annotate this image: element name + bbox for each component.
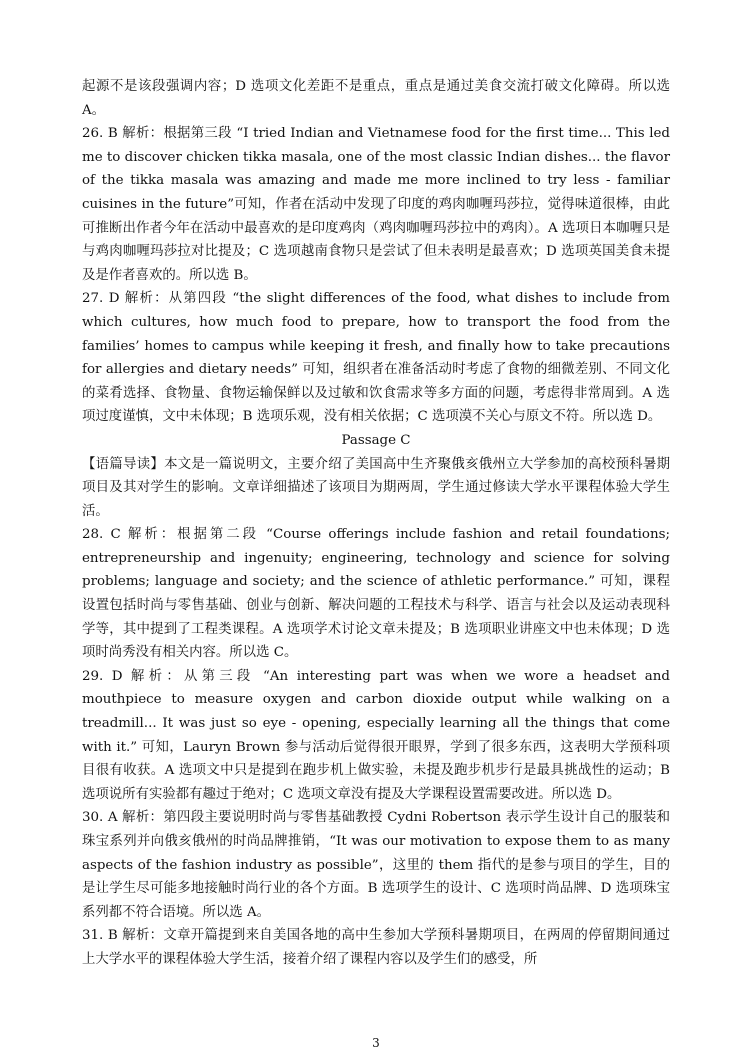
passage-guide: 【语篇导读】本文是一篇说明文，主要介绍了美国高中生齐聚俄亥俄州立大学参加的高校预科暑期项目及其对学生的影响。文章详细描述了该项目为期两周，学生通过修读大学水平课程体验大学生活。 bbox=[82, 456, 670, 519]
answer-31: 31. B 解析：文章开篇提到来自美国各地的高中生参加大学预科暑期项目，在两周的停留期间通过上大学水平的课程体验大学生活，接着介绍了课程内容以及学生们的感受，所 bbox=[82, 928, 670, 967]
passage-c-title: Passage C bbox=[341, 432, 411, 448]
page-number: 3 bbox=[372, 1036, 380, 1050]
answer-27: 27. D 解析：从第四段 “the slight differences of the food, what dishes to include from which cultures, how much food to prepare, how to transport the food from the families’ homes to campus while keeping it fresh, and finally how to take precautions for allergies and dietary needs” 可知，组织者在准备活动时考虑了食物的细微差别、不同文化的菜肴选择、食物量、食物运输保鲜以及过敏和饮食需求等多方面的问题，考虑得非常周到。A 选项过度谨慎，文中未体现；B 选项乐观，没有相关依据；C 选项漠不关心与原文不符。所以选 D。 bbox=[82, 291, 670, 425]
answer-28: 28. C 解析：根据第二段 “Course offerings include fashion and retail foundations; entrepreneurship and ingenuity; engineering, technology and science for solving problems; language and society; and the science of athletic performance.” 可知，课程设置包括时尚与零售基础、创业与创新、解决问题的工程技术与科学、语言与社会以及运动表现科学等，其中提到了工程类课程。A 选项学术讨论文章未提及；B 选项职业讲座文中也未体现；D 选项时尚秀没有相关内容。所以选 C。 bbox=[82, 527, 670, 661]
answer-26: 26. B 解析：根据第三段 “I tried Indian and Vietnamese food for the first time... This led me to discover chicken tikka masala, one of the most classic Indian dishes... the flavor of the tikka masala was amazing and made me more inclined to try less - familiar cuisines in the future”可知，作者在活动中发现了印度的鸡肉咖喱玛莎拉，觉得味道很棒，由此可推断出作者今年在活动中最喜欢的是印度鸡肉（鸡肉咖喱玛莎拉中的鸡肉）。A 选项日本咖喱只是与鸡肉咖喱玛莎拉对比提及；C 选项越南食物只是尝试了但未表明是最喜欢；D 选项英国美食未提及是作者喜欢的。所以选 B。 bbox=[82, 126, 670, 283]
answer-29: 29. D 解析：从第三段 “An interesting part was when we wore a headset and mouthpiece to measure oxygen and carbon dioxide output while walking on a treadmill... It was just so eye - opening, especially learning all the things that come with it.” 可知，Lauryn Brown 参与活动后觉得很开眼界，学到了很多东西，这表明大学预科项目很有收获。A 选项文中只是提到在跑步机上做实验，未提及跑步机步行是最具挑战性的运动；B 选项说所有实验都有趣过于绝对；C 选项文章没有提及大学课程设置需要改进。所以选 D。 bbox=[82, 668, 670, 802]
paragraph-continuation: 起源不是该段强调内容；D 选项文化差距不是重点，重点是通过美食交流打破文化障碍。所以选 A。 bbox=[82, 79, 670, 118]
answer-30: 30. A 解析：第四段主要说明时尚与零售基础教授 Cydni Robertson 表示学生设计自己的服装和珠宝系列并向俄亥俄州的时尚品牌推销，“It was our motivation to expose them to as many aspects of the fashion industry as possible”，这里的 them 指代的是参与项目的学生，目的是让学生尽可能多地接触时尚行业的各个方面。B 选项学生的设计、C 选项时尚品牌、D 选项珠宝系列都不符合语境。所以选 A。 bbox=[82, 810, 670, 920]
